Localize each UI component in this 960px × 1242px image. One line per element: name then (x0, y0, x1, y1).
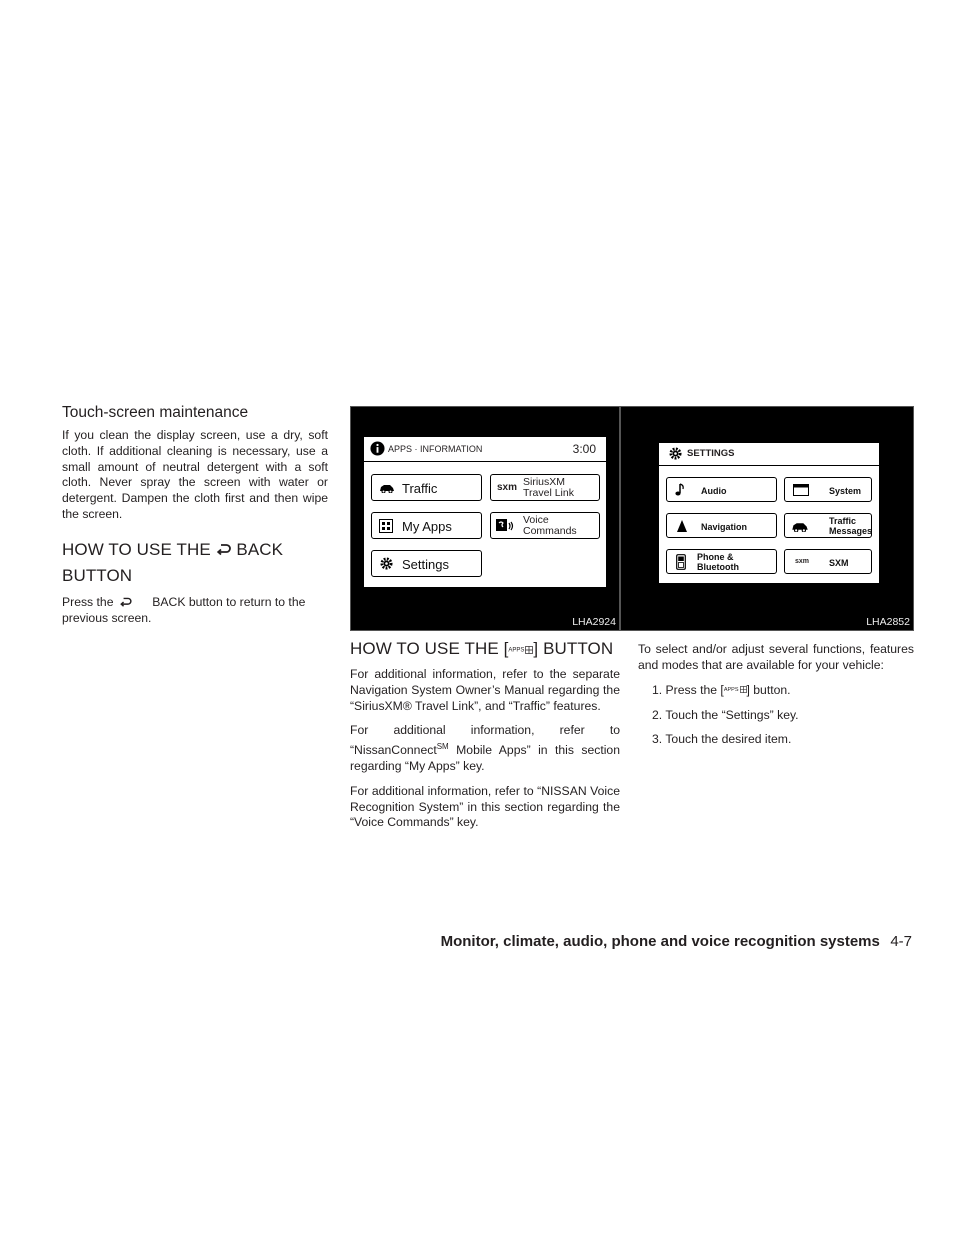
sxm-logo-icon: sxm (795, 558, 810, 565)
sirius-key-line2: Travel Link (523, 487, 574, 499)
right-column (638, 642, 914, 748)
para-back-post: BACK button to return to the previous screen. (62, 594, 306, 625)
navigation-key-label: Navigation (701, 522, 748, 532)
music-note-icon (675, 483, 685, 497)
step1-pre: 1. Press the [ (652, 682, 724, 697)
gear-icon (669, 447, 682, 460)
paragraph-apps-1: For additional information, refer to the separate Navigation System Owner’s Manual regarding the “SiriusXM® Travel Link”, and “Traffic” features. (350, 667, 620, 713)
back-arrow-icon (216, 542, 232, 558)
settings-header-title: SETTINGS (687, 448, 735, 459)
step-1 (638, 683, 914, 699)
sxm-logo-icon: sxm (497, 482, 518, 493)
gear-icon (380, 557, 393, 570)
footer-page-number: 4-7 (890, 933, 912, 950)
traffic-messages-key[interactable] (784, 513, 872, 538)
paragraph-maintenance: If you clean the display screen, use a dry, soft cloth. If additional cleaning is necessary, use a small amount of neutral detergent with a soft cloth. Never spray the screen with water or detergent. Dampen the cloth first and then wipe the screen. (62, 428, 328, 521)
apps-screen (364, 437, 606, 587)
step1-post: ] button. (746, 682, 791, 697)
apps-glyph-text: APPS (723, 686, 739, 693)
heading-apps-pre: HOW TO USE THE [ (350, 639, 509, 658)
para2-post: Mobile Apps” in this section regarding “My Apps” key. (350, 743, 620, 774)
footer-section-title: Monitor, climate, audio, phone and voice recognition systems (440, 933, 880, 950)
paragraph-apps-3: For additional information, refer to “NISSAN Voice Recognition System” in this section regarding the “Voice Commands” key. (350, 783, 620, 830)
voice-commands-key[interactable] (490, 512, 600, 539)
figure-apps-information (350, 406, 620, 631)
system-key[interactable] (784, 477, 872, 502)
phone-bluetooth-key[interactable] (666, 549, 777, 574)
page-footer (441, 933, 912, 951)
car-icon (379, 483, 395, 493)
my-apps-key-label: My Apps (402, 519, 452, 534)
para2-pre: For additional information, refer to “NissanConnect (350, 723, 620, 758)
phone-key-line1: Phone & (697, 552, 734, 562)
settings-key-label: Settings (402, 557, 449, 572)
figure-code-settings: LHA2852 (866, 616, 910, 628)
phone-icon (676, 554, 686, 570)
figure-code-apps: LHA2924 (572, 616, 616, 628)
apps-clock: 3:00 (572, 442, 596, 456)
window-icon (793, 484, 809, 496)
apps-header-bar (364, 437, 606, 462)
paragraph-apps-2 (350, 723, 620, 774)
my-apps-key[interactable] (371, 512, 482, 539)
sirius-key-line1: SiriusXM (523, 476, 566, 488)
apps-button-icon (724, 683, 747, 699)
voice-key-line2: Commands (523, 525, 577, 537)
system-key-label: System (829, 486, 862, 496)
para2-sup: SM (436, 742, 449, 752)
apps-grid-icon (740, 686, 747, 693)
audio-key-label: Audio (701, 486, 727, 496)
traffic-messages-line2: Messages (829, 526, 873, 536)
traffic-key[interactable] (371, 474, 482, 501)
apps-header-title: APPS · INFORMATION (388, 444, 483, 454)
sxm-key[interactable] (784, 549, 872, 574)
heading-apps-post: ] BUTTON (533, 639, 614, 658)
phone-key-line2: Bluetooth (697, 562, 739, 572)
apps-glyph-text: APPS (508, 647, 525, 654)
settings-header-bar (659, 443, 879, 466)
step-2: 2. Touch the “Settings” key. (652, 707, 799, 722)
navigation-key[interactable] (666, 513, 777, 538)
apps-grid-icon (379, 519, 393, 533)
paragraph-settings-intro: To select and/or adjust several functions, features and modes that are available for your vehicle: (638, 642, 914, 672)
heading-apps-button (350, 639, 620, 659)
heading-back-post: BACK (236, 539, 284, 559)
info-icon (370, 441, 385, 456)
heading-back-button (62, 537, 328, 589)
para-back-pre: Press the (62, 594, 114, 609)
voice-recognition-icon (496, 519, 514, 533)
settings-screen (659, 443, 879, 583)
settings-key[interactable] (371, 550, 482, 577)
car-icon (791, 521, 809, 532)
voice-key-line1: Voice (523, 514, 549, 526)
traffic-messages-line1: Traffic (829, 516, 857, 526)
back-arrow-icon-inline (119, 596, 133, 609)
middle-column (350, 639, 620, 831)
nav-arrow-icon (677, 520, 687, 532)
heading-back-pre: HOW TO USE THE (62, 539, 211, 559)
heading-back-line2: BUTTON (62, 565, 133, 585)
step-3: 3. Touch the desired item. (652, 732, 792, 747)
paragraph-back (62, 595, 328, 627)
sxm-key-label: SXM (829, 558, 849, 568)
heading-touch-screen-maintenance: Touch-screen maintenance (62, 404, 249, 421)
apps-button-icon (508, 646, 533, 654)
audio-key[interactable] (666, 477, 777, 502)
left-column (62, 404, 328, 626)
figure-settings (620, 406, 914, 631)
traffic-key-label: Traffic (402, 481, 438, 496)
siriusxm-travel-link-key[interactable] (490, 474, 600, 501)
